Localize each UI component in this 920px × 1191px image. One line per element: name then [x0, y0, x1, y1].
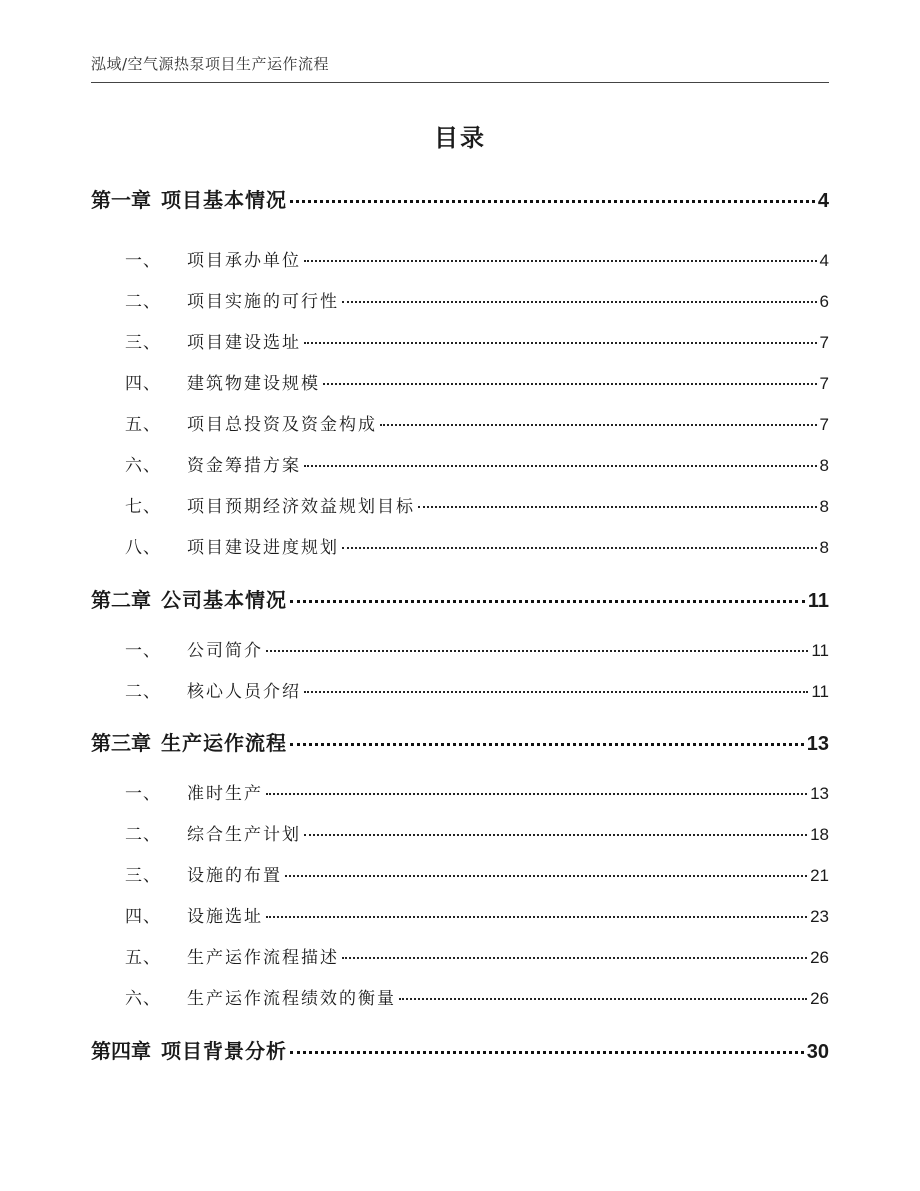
page-number: 11: [811, 682, 829, 701]
section-number: 八、: [125, 538, 161, 558]
dot-leader: [342, 301, 817, 303]
section-title: 设施选址: [187, 907, 263, 927]
dot-leader: [266, 650, 808, 652]
section-title: 项目承办单位: [187, 251, 301, 271]
dot-leader: [304, 834, 807, 836]
toc-section-3-2[interactable]: [125, 820, 829, 845]
section-title: 准时生产: [187, 784, 263, 804]
section-number: 二、: [125, 825, 161, 845]
toc-section-2-2[interactable]: [125, 677, 829, 702]
toc-chapter-3[interactable]: [91, 727, 829, 756]
section-number: 四、: [125, 374, 161, 394]
section-number: 三、: [125, 333, 161, 353]
dot-leader: [290, 200, 815, 203]
section-title: 项目建设选址: [187, 333, 301, 353]
section-number: 二、: [125, 682, 161, 702]
chapter-number: 第二章: [91, 588, 151, 612]
toc-section-1-8[interactable]: [125, 533, 829, 558]
section-title: 生产运作流程绩效的衡量: [187, 989, 396, 1009]
page-number: 8: [819, 497, 829, 516]
section-title: 项目总投资及资金构成: [187, 415, 377, 435]
toc-section-1-7[interactable]: [125, 492, 829, 517]
page-number: 21: [810, 866, 829, 885]
section-title: 设施的布置: [187, 866, 282, 886]
toc-section-1-3[interactable]: [125, 328, 829, 353]
chapter-number: 第四章: [91, 1039, 151, 1063]
toc-chapter-1[interactable]: [91, 184, 829, 213]
page-number: 7: [819, 374, 829, 393]
toc-section-2-1[interactable]: [125, 636, 829, 661]
dot-leader: [399, 998, 807, 1000]
section-number: 二、: [125, 292, 161, 312]
page-number: 11: [811, 641, 829, 660]
page-number: 8: [819, 456, 829, 475]
section-number: 七、: [125, 497, 161, 517]
page-number: 23: [810, 907, 829, 926]
page-number: 4: [817, 190, 829, 212]
dot-leader: [342, 957, 807, 959]
section-number: 一、: [125, 641, 161, 661]
toc-section-1-1[interactable]: [125, 246, 829, 271]
page-number: 11: [807, 590, 829, 612]
chapter-title: 项目基本情况: [161, 188, 287, 212]
page-number: 8: [819, 538, 829, 557]
toc-section-3-3[interactable]: [125, 861, 829, 886]
page-number: 13: [810, 784, 829, 803]
dot-leader: [304, 342, 817, 344]
section-title: 核心人员介绍: [187, 682, 301, 702]
toc-title: 目录: [434, 124, 486, 152]
dot-leader: [290, 743, 804, 746]
section-title: 项目预期经济效益规划目标: [187, 497, 415, 517]
section-number: 六、: [125, 456, 161, 476]
chapter-number: 第三章: [91, 731, 151, 755]
page-number: 7: [819, 415, 829, 434]
section-title: 综合生产计划: [187, 825, 301, 845]
toc-chapter-2[interactable]: [91, 584, 829, 613]
chapter-number: 第一章: [91, 188, 151, 212]
toc-section-1-6[interactable]: [125, 451, 829, 476]
dot-leader: [342, 547, 817, 549]
toc-section-3-6[interactable]: [125, 984, 829, 1009]
page-number: 26: [810, 989, 829, 1008]
toc-section-1-5[interactable]: [125, 410, 829, 435]
toc-chapter-4[interactable]: [91, 1035, 829, 1064]
dot-leader: [304, 260, 817, 262]
dot-leader: [290, 1051, 804, 1054]
section-number: 一、: [125, 784, 161, 804]
section-number: 五、: [125, 415, 161, 435]
page-number: 7: [819, 333, 829, 352]
page-number: 18: [810, 825, 829, 844]
section-title: 建筑物建设规模: [187, 374, 320, 394]
chapter-title: 生产运作流程: [161, 731, 287, 755]
dot-leader: [304, 465, 817, 467]
chapter-title: 公司基本情况: [161, 588, 287, 612]
toc-section-1-2[interactable]: [125, 287, 829, 312]
section-title: 公司简介: [187, 641, 263, 661]
section-number: 四、: [125, 907, 161, 927]
dot-leader: [266, 793, 807, 795]
page-number: 4: [819, 251, 829, 270]
dot-leader: [285, 875, 807, 877]
chapter-title: 项目背景分析: [161, 1039, 287, 1063]
page-number: 13: [806, 733, 829, 755]
toc-section-3-1[interactable]: [125, 779, 829, 804]
dot-leader: [323, 383, 817, 385]
page-number: 30: [806, 1041, 829, 1063]
toc-section-1-4[interactable]: [125, 369, 829, 394]
section-title: 项目实施的可行性: [187, 292, 339, 312]
dot-leader: [290, 600, 805, 603]
header-rule: [91, 82, 829, 83]
section-title: 生产运作流程描述: [187, 948, 339, 968]
section-number: 六、: [125, 989, 161, 1009]
section-number: 一、: [125, 251, 161, 271]
dot-leader: [418, 506, 817, 508]
page-header: 泓域/空气源热泵项目生产运作流程: [91, 55, 330, 73]
section-title: 资金筹措方案: [187, 456, 301, 476]
section-number: 五、: [125, 948, 161, 968]
page-number: 26: [810, 948, 829, 967]
toc-section-3-5[interactable]: [125, 943, 829, 968]
dot-leader: [266, 916, 807, 918]
dot-leader: [380, 424, 817, 426]
toc-section-3-4[interactable]: [125, 902, 829, 927]
section-number: 三、: [125, 866, 161, 886]
dot-leader: [304, 691, 808, 693]
section-title: 项目建设进度规划: [187, 538, 339, 558]
page-number: 6: [819, 292, 829, 311]
